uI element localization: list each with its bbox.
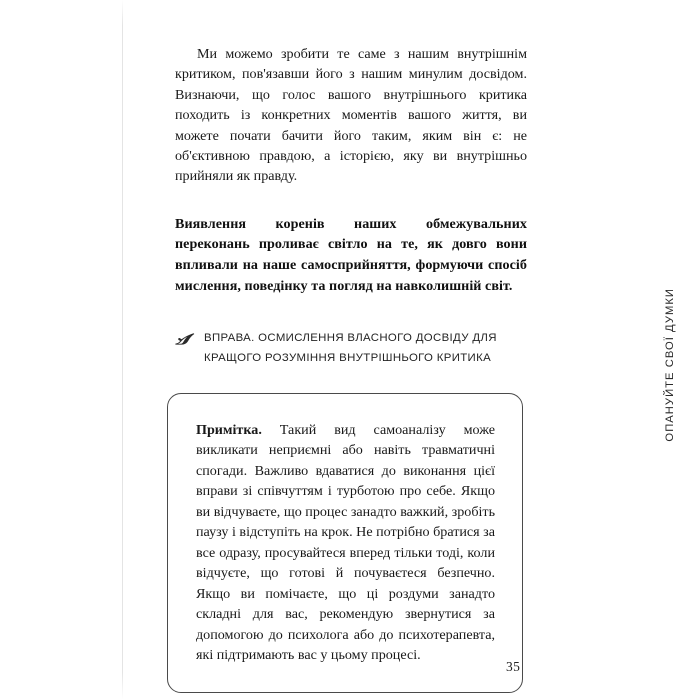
page-gutter-edge (122, 0, 123, 700)
pen-nib-icon (175, 332, 195, 347)
body-paragraph-2-bold: Виявлення коренів наших обмежувальних переконань проливає світло на те, як довго вони впливали на наше самосприйняття, формуючи спосіб мислення, поведінку та погляд на навколишній світ. (175, 215, 527, 294)
vertical-running-head: ОПАНУЙТЕ СВОЇ ДУМКИ (664, 288, 676, 442)
page-content-column (175, 44, 527, 693)
body-paragraph-1: Ми можемо зробити те саме з нашим внутрішнім критиком, пов'язавши його з нашим минулим досвідом. Визнаючи, що голос вашого внутрішнього критика походить із конкретних моментів вашого життя, ви можете почати бачити його таким, яким він є: не об'єктивною правдою, а історією, яку ви внутрішньо прийняли як правду. (175, 46, 527, 185)
note-callout-box (167, 393, 523, 693)
page-number: 35 (506, 659, 521, 674)
note-paragraph (196, 420, 495, 666)
exercise-heading (175, 329, 527, 368)
exercise-title-text: ВПРАВА. ОСМИСЛЕННЯ ВЛАСНОГО ДОСВІДУ ДЛЯ КРАЩОГО РОЗУМІННЯ ВНУТРІШНЬОГО КРИТИКА (204, 332, 497, 364)
note-lead-label: Примітка. (196, 421, 262, 438)
note-body-text: Такий вид самоаналізу може викликати неприємні або навіть травматичні спогади. Важливо вдаватися до виконання цієї вправи зі співчуттям і турботою про себе. Якщо ви відчуваєте, що процес занадто важкий, зробіть паузу і відступіть на крок. Не потрібно братися за все одразу, просувайтеся вперед тільки тоді, коли відчуєте, що готові й почуваєтеся безпечно. Якщо ви помічаєте, що ці роздуми занадто складні для вас, рекомендую звернутися за допомогою до психолога або до психотерапевта, які підтримають вас у цьому процесі. (196, 421, 495, 664)
